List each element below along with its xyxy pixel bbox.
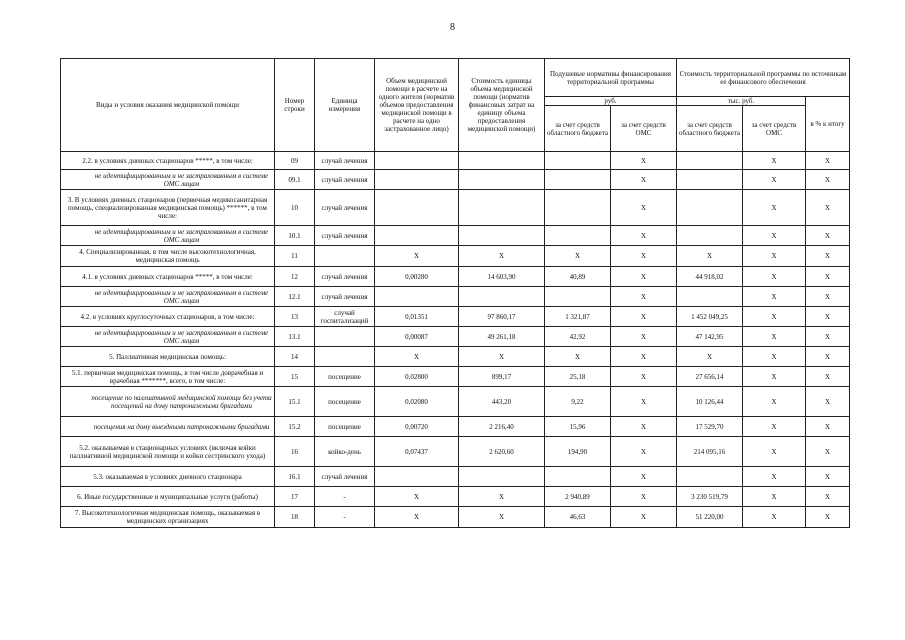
- cell-percent-total: X: [806, 267, 850, 287]
- cell-cost-oms: X: [743, 327, 806, 347]
- cell-unit-cost: X: [459, 487, 545, 507]
- cell-per-capita-budget: 42,92: [545, 327, 611, 347]
- cell-unit: случай госпитализаций: [315, 307, 375, 327]
- header-unit: Единица измерения: [315, 59, 375, 152]
- cell-per-capita-oms: X: [611, 467, 677, 487]
- cell-per-capita-oms: X: [611, 367, 677, 387]
- table-row: [61, 467, 850, 487]
- table-row: [61, 387, 850, 417]
- cell-percent-total: X: [806, 307, 850, 327]
- table-row: [61, 152, 850, 170]
- cell-cost-budget: 10 126,44: [677, 387, 743, 417]
- cell-cost-budget: [677, 287, 743, 307]
- cell-row-number: 11: [275, 246, 315, 267]
- cell-cost-oms: X: [743, 507, 806, 528]
- cell-percent-total: X: [806, 287, 850, 307]
- page-number: 8: [450, 22, 455, 33]
- cell-unit: койко-день: [315, 437, 375, 467]
- cell-percent-total: X: [806, 367, 850, 387]
- cell-cost-oms: X: [743, 287, 806, 307]
- cell-row-number: 09: [275, 152, 315, 170]
- cell-row-number: 16: [275, 437, 315, 467]
- cell-percent-total: X: [806, 246, 850, 267]
- row-name: 6. Иные государственные и муниципальные услуги (работы): [61, 487, 275, 507]
- cell-unit: -: [315, 487, 375, 507]
- cell-cost-oms: X: [743, 267, 806, 287]
- header-oms-2: за счет средств ОМС: [743, 106, 806, 152]
- cell-unit: случай лечения: [315, 190, 375, 226]
- cell-unit-cost: [459, 226, 545, 246]
- cell-row-number: 10: [275, 190, 315, 226]
- table-row: [61, 190, 850, 226]
- cell-row-number: 15.1: [275, 387, 315, 417]
- cell-row-number: 12.1: [275, 287, 315, 307]
- cell-unit: [315, 327, 375, 347]
- cell-per-capita-oms: X: [611, 387, 677, 417]
- header-unit-cost: Стоимость единицы объема медицинской помощи (норматив финансовых затрат на единицу объема предоставления медицинской помощи): [459, 59, 545, 152]
- cell-unit: случай лечения: [315, 226, 375, 246]
- header-regional-budget-2: за счет средств областного бюджета: [677, 106, 743, 152]
- header-regional-budget: за счет средств областного бюджета: [545, 106, 611, 152]
- row-name: 2.2. в условиях дневных стационаров *****, в том числе:: [61, 152, 275, 170]
- cell-per-capita-oms: X: [611, 226, 677, 246]
- cell-cost-oms: X: [743, 387, 806, 417]
- cell-per-capita-budget: 25,18: [545, 367, 611, 387]
- cell-percent-total: X: [806, 417, 850, 437]
- cell-unit: [315, 347, 375, 367]
- cell-cost-budget: X: [677, 246, 743, 267]
- table-row: [61, 507, 850, 528]
- cell-unit-cost: 49 261,18: [459, 327, 545, 347]
- table-row: [61, 367, 850, 387]
- cell-per-capita-oms: X: [611, 307, 677, 327]
- cell-per-capita-budget: 9,22: [545, 387, 611, 417]
- cell-percent-total: X: [806, 387, 850, 417]
- row-name: не идентифицированным и не застрахованным в системе ОМС лицам: [61, 226, 275, 246]
- cell-unit-cost: 443,20: [459, 387, 545, 417]
- cell-cost-budget: 51 220,00: [677, 507, 743, 528]
- row-name: 3. В условиях дневных стационаров (первичная медикосанитарная помощь, специализированная медицинская помощь) ******, в том числе:: [61, 190, 275, 226]
- cell-per-capita-budget: [545, 226, 611, 246]
- cell-cost-budget: [677, 467, 743, 487]
- header-thous-rub: тыс. руб.: [677, 97, 806, 106]
- financing-table: [60, 58, 850, 528]
- cell-volume: 0,02800: [375, 367, 459, 387]
- cell-cost-budget: 47 142,95: [677, 327, 743, 347]
- cell-unit-cost: [459, 190, 545, 226]
- cell-per-capita-oms: X: [611, 267, 677, 287]
- row-name: 4. Специализированная, в том числе высокотехнологичная, медицинская помощь: [61, 246, 275, 267]
- cell-volume: 0,00087: [375, 327, 459, 347]
- cell-volume: 0,01351: [375, 307, 459, 327]
- cell-per-capita-oms: X: [611, 347, 677, 367]
- row-name: посещения на дому выездными патронажными бригадами: [61, 417, 275, 437]
- row-name: не идентифицированным и не застрахованным в системе ОМС лицам: [61, 287, 275, 307]
- cell-percent-total: X: [806, 226, 850, 246]
- cell-volume: [375, 287, 459, 307]
- cell-per-capita-budget: 15,96: [545, 417, 611, 437]
- cell-per-capita-budget: 40,89: [545, 267, 611, 287]
- row-name: 5.1. первичная медицинская помощь, в том числе доврачебная и врачебная *******, всего, в том числе:: [61, 367, 275, 387]
- cell-cost-budget: 1 452 049,25: [677, 307, 743, 327]
- cell-cost-oms: X: [743, 307, 806, 327]
- row-name: 5. Паллиативная медицинская помощь:: [61, 347, 275, 367]
- cell-cost-oms: X: [743, 246, 806, 267]
- header-oms: за счет средств ОМС: [611, 106, 677, 152]
- cell-cost-budget: 3 230 519,79: [677, 487, 743, 507]
- cell-unit: случай лечения: [315, 170, 375, 190]
- cell-unit-cost: [459, 287, 545, 307]
- table-row: [61, 267, 850, 287]
- table-row: [61, 417, 850, 437]
- cell-volume: X: [375, 246, 459, 267]
- cell-unit-cost: X: [459, 347, 545, 367]
- cell-percent-total: X: [806, 152, 850, 170]
- cell-percent-total: X: [806, 190, 850, 226]
- cell-percent-total: X: [806, 487, 850, 507]
- cell-row-number: 13: [275, 307, 315, 327]
- cell-per-capita-budget: [545, 170, 611, 190]
- cell-per-capita-oms: X: [611, 287, 677, 307]
- cell-cost-oms: X: [743, 347, 806, 367]
- cell-cost-oms: X: [743, 152, 806, 170]
- cell-per-capita-budget: X: [545, 246, 611, 267]
- cell-per-capita-budget: [545, 152, 611, 170]
- header-rub: руб.: [545, 97, 677, 106]
- cell-cost-budget: X: [677, 347, 743, 367]
- cell-unit: случай лечения: [315, 267, 375, 287]
- cell-unit-cost: [459, 467, 545, 487]
- cell-row-number: 17: [275, 487, 315, 507]
- cell-unit: посещение: [315, 387, 375, 417]
- row-name: 7. Высокотехнологичная медицинская помощь, оказываемая в медицинских организациях: [61, 507, 275, 528]
- cell-percent-total: X: [806, 327, 850, 347]
- cell-per-capita-oms: X: [611, 507, 677, 528]
- table-row: [61, 307, 850, 327]
- cell-per-capita-oms: X: [611, 170, 677, 190]
- table-row: [61, 170, 850, 190]
- cell-cost-oms: X: [743, 487, 806, 507]
- header-cost-group: Стоимость территориальной программы по источникам ее финансового обеспечения: [677, 59, 850, 97]
- cell-unit: посещение: [315, 417, 375, 437]
- cell-per-capita-budget: [545, 190, 611, 226]
- cell-cost-budget: 44 918,02: [677, 267, 743, 287]
- cell-per-capita-oms: X: [611, 327, 677, 347]
- cell-cost-oms: X: [743, 226, 806, 246]
- cell-per-capita-oms: X: [611, 437, 677, 467]
- cell-volume: [375, 226, 459, 246]
- table-row: [61, 487, 850, 507]
- cell-cost-oms: X: [743, 190, 806, 226]
- cell-row-number: 09.1: [275, 170, 315, 190]
- table-row: [61, 226, 850, 246]
- cell-per-capita-oms: X: [611, 152, 677, 170]
- cell-unit-cost: 14 603,90: [459, 267, 545, 287]
- cell-per-capita-budget: [545, 287, 611, 307]
- cell-volume: [375, 467, 459, 487]
- cell-cost-budget: [677, 152, 743, 170]
- cell-row-number: 14: [275, 347, 315, 367]
- cell-volume: X: [375, 487, 459, 507]
- table-row: [61, 347, 850, 367]
- cell-row-number: 16.1: [275, 467, 315, 487]
- cell-per-capita-budget: 1 321,87: [545, 307, 611, 327]
- cell-unit: посещение: [315, 367, 375, 387]
- cell-row-number: 18: [275, 507, 315, 528]
- cell-unit-cost: [459, 152, 545, 170]
- header-volume: Объем медицинской помощи в расчете на одного жителя (норматив объемов предоставления медицинской помощи в расчете на одно застрахованное лицо): [375, 59, 459, 152]
- row-name: 4.2. в условиях круглосуточных стационаров, в том числе:: [61, 307, 275, 327]
- cell-volume: X: [375, 507, 459, 528]
- table-row: [61, 246, 850, 267]
- cell-cost-oms: X: [743, 467, 806, 487]
- cell-unit-cost: X: [459, 246, 545, 267]
- table-row: [61, 287, 850, 307]
- header-row-number: Номер строки: [275, 59, 315, 152]
- cell-cost-budget: 17 529,70: [677, 417, 743, 437]
- cell-per-capita-oms: X: [611, 246, 677, 267]
- cell-per-capita-budget: 46,63: [545, 507, 611, 528]
- cell-cost-budget: 27 656,14: [677, 367, 743, 387]
- cell-per-capita-budget: X: [545, 347, 611, 367]
- cell-per-capita-budget: 2 940,89: [545, 487, 611, 507]
- cell-volume: 0,07437: [375, 437, 459, 467]
- cell-per-capita-oms: X: [611, 487, 677, 507]
- cell-volume: [375, 152, 459, 170]
- cell-cost-budget: 214 095,16: [677, 437, 743, 467]
- cell-volume: [375, 170, 459, 190]
- header-per-capita-group: Подушевые нормативы финансирования территориальной программы: [545, 59, 677, 97]
- cell-unit: случай лечения: [315, 467, 375, 487]
- cell-per-capita-budget: 194,90: [545, 437, 611, 467]
- row-name: не идентифицированным и не застрахованным в системе ОМС лицам: [61, 327, 275, 347]
- cell-volume: [375, 190, 459, 226]
- cell-unit-cost: 2 620,60: [459, 437, 545, 467]
- cell-per-capita-oms: X: [611, 417, 677, 437]
- cell-cost-oms: X: [743, 417, 806, 437]
- cell-volume: 0,00720: [375, 417, 459, 437]
- cell-row-number: 10.1: [275, 226, 315, 246]
- cell-per-capita-oms: X: [611, 190, 677, 226]
- cell-row-number: 12: [275, 267, 315, 287]
- cell-cost-budget: [677, 190, 743, 226]
- cell-volume: 0,02080: [375, 387, 459, 417]
- cell-row-number: 15: [275, 367, 315, 387]
- cell-per-capita-budget: [545, 467, 611, 487]
- table-row: [61, 327, 850, 347]
- cell-unit: -: [315, 507, 375, 528]
- cell-unit: случай лечения: [315, 287, 375, 307]
- cell-unit: случай лечения: [315, 152, 375, 170]
- cell-row-number: 15.2: [275, 417, 315, 437]
- row-name: 5.2. оказываемая в стационарных условиях (включая койки паллиативной медицинской помощи и койки сестринского ухода): [61, 437, 275, 467]
- row-name: 5.3. оказываемая в условиях дневного стационара: [61, 467, 275, 487]
- cell-unit: [315, 246, 375, 267]
- cell-percent-total: X: [806, 437, 850, 467]
- cell-percent-total: X: [806, 347, 850, 367]
- cell-row-number: 13.1: [275, 327, 315, 347]
- cell-percent-total: X: [806, 170, 850, 190]
- cell-unit-cost: 2 216,40: [459, 417, 545, 437]
- cell-cost-oms: X: [743, 170, 806, 190]
- header-percent-total: в % к итогу: [806, 97, 850, 152]
- row-name: не идентифицированным и не застрахованным в системе ОМС лицам: [61, 170, 275, 190]
- cell-cost-oms: X: [743, 367, 806, 387]
- cell-volume: X: [375, 347, 459, 367]
- cell-cost-oms: X: [743, 437, 806, 467]
- cell-unit-cost: 97 860,17: [459, 307, 545, 327]
- row-name: посещение по паллиативной медицинской помощи без учета посещений на дому патронажными бригадами: [61, 387, 275, 417]
- table-row: [61, 437, 850, 467]
- cell-unit-cost: [459, 170, 545, 190]
- header-kinds: Виды и условия оказания медицинской помощи: [61, 59, 275, 152]
- cell-cost-budget: [677, 226, 743, 246]
- cell-volume: 0,00280: [375, 267, 459, 287]
- cell-cost-budget: [677, 170, 743, 190]
- cell-percent-total: X: [806, 507, 850, 528]
- row-name: 4.1. в условиях дневных стационаров *****, в том числе:: [61, 267, 275, 287]
- cell-unit-cost: 899,17: [459, 367, 545, 387]
- cell-unit-cost: X: [459, 507, 545, 528]
- cell-percent-total: X: [806, 467, 850, 487]
